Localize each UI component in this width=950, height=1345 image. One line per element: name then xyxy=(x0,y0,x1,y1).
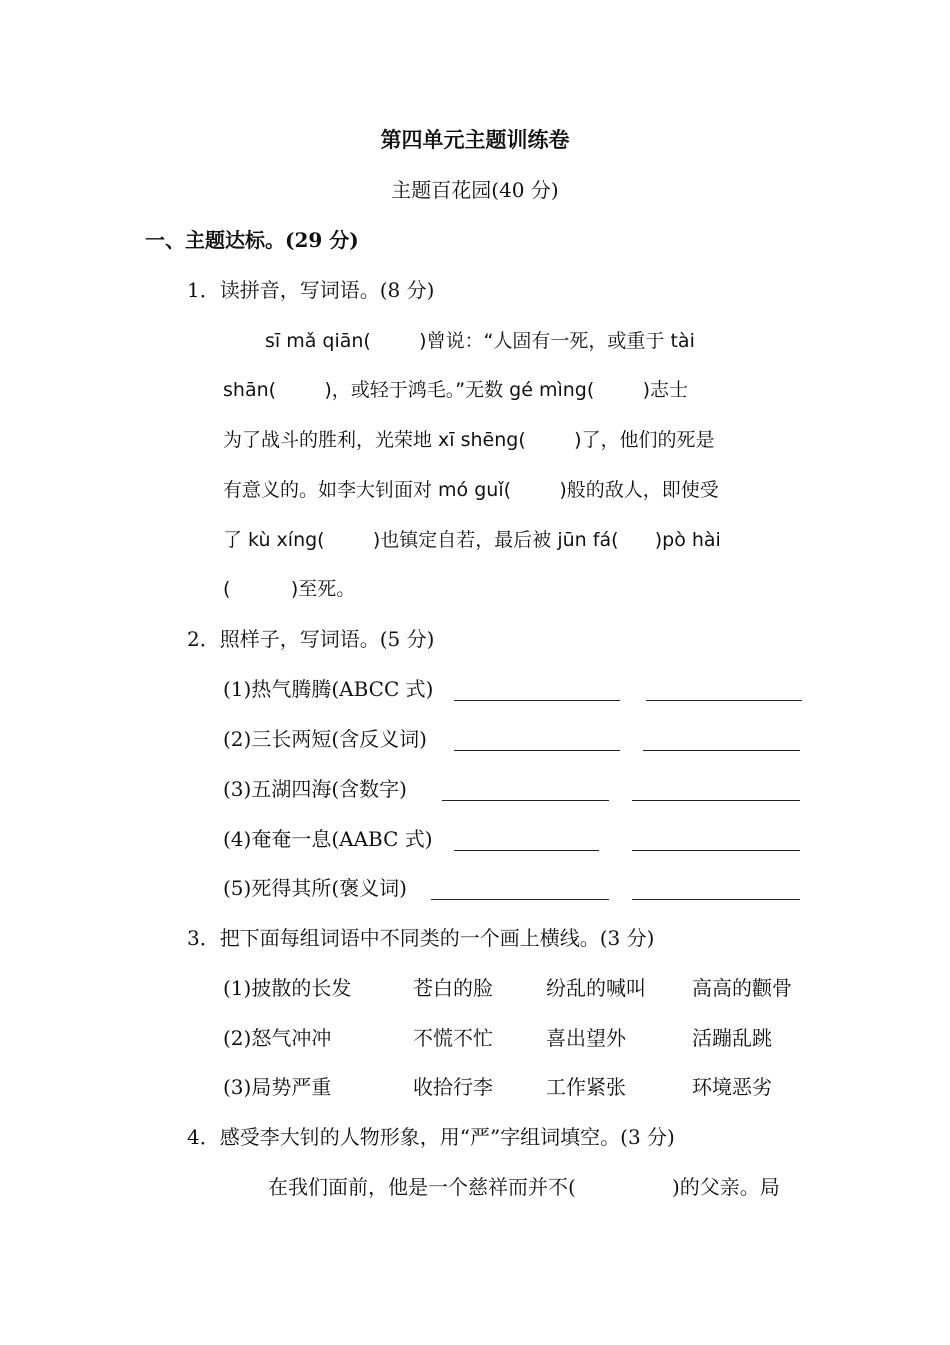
q2-item-5: (5)死得其所(褒义词) xyxy=(223,876,407,900)
q3-row-3-word-4[interactable]: 环境恶劣 xyxy=(692,1075,772,1099)
q1-line-1-b[interactable]: )曾说：“人固有一死，或重于 tài xyxy=(370,330,695,352)
q2-item-3: (3)五湖四海(含数字) xyxy=(223,777,407,801)
q2-item-5-answer-b[interactable] xyxy=(632,879,800,900)
q3-row-1-word-2[interactable]: 苍白的脸 xyxy=(413,976,493,1000)
q3-row-1-word-3[interactable]: 纷乱的喊叫 xyxy=(546,976,646,1000)
q2-item-2-answer-b[interactable] xyxy=(643,730,800,751)
q2-item-3-answer-b[interactable] xyxy=(632,780,800,801)
q3-row-1-word-1[interactable]: (1)披散的长发 xyxy=(223,976,352,1000)
q2-item-1-answer-b[interactable] xyxy=(646,680,802,701)
q3-row-2-word-1[interactable]: (2)怒气冲冲 xyxy=(223,1026,332,1050)
q4-answer-blank[interactable] xyxy=(612,1174,668,1200)
question-2-label: 2．照样子，写词语。(5 分) xyxy=(187,627,435,651)
question-1-label: 1．读拼音，写词语。(8 分) xyxy=(187,278,435,302)
q1-line-4-b[interactable]: )般的敌人，即使受 xyxy=(511,479,719,501)
q2-item-2-answer-a[interactable] xyxy=(454,730,620,751)
q3-row-2-word-3[interactable]: 喜出望外 xyxy=(546,1026,626,1050)
q2-item-4-answer-a[interactable] xyxy=(454,830,599,851)
q1-line-2-a: shān( xyxy=(223,379,277,401)
q1-line-5-b[interactable]: )也镇定自若，最后被 jūn fá( xyxy=(324,529,619,551)
q1-line-4-a: 有意义的。如李大钊面对 mó guǐ( xyxy=(223,479,512,501)
q2-item-4: (4)奄奄一息(AABC 式) xyxy=(223,827,433,851)
q4-text-a: 在我们面前，他是一个慈祥而并不( xyxy=(268,1175,576,1199)
q1-line-6-a: ( xyxy=(223,578,231,600)
q1-line-1-a: sī mǎ qiān( xyxy=(265,330,371,352)
q3-row-3-word-1[interactable]: (3)局势严重 xyxy=(223,1075,332,1099)
section-heading: 一、主题达标。(29 分) xyxy=(145,228,359,252)
q1-line-4 xyxy=(223,477,719,503)
q2-item-4-answer-b[interactable] xyxy=(632,830,800,851)
q1-line-5 xyxy=(223,527,721,553)
q2-item-1-answer-a[interactable] xyxy=(454,680,620,701)
q1-line-3 xyxy=(223,427,714,453)
q3-row-2-word-2[interactable]: 不慌不忙 xyxy=(413,1026,493,1050)
q1-line-6 xyxy=(223,576,355,602)
q1-line-2-c[interactable]: )志士 xyxy=(594,379,688,401)
question-4-label: 4．感受李大钊的人物形象，用“严”字组词填空。(3 分) xyxy=(187,1125,675,1149)
q1-line-6-b[interactable]: )至死。 xyxy=(230,578,356,600)
q1-line-3-b[interactable]: )了，他们的死是 xyxy=(525,429,715,451)
q1-line-5-a: 了 kù xíng( xyxy=(223,529,325,551)
q1-line-2 xyxy=(223,377,688,403)
page-title: 第四单元主题训练卷 xyxy=(380,127,570,152)
q2-item-2: (2)三长两短(含反义词) xyxy=(223,727,427,751)
q1-line-1 xyxy=(265,328,695,354)
q3-row-3-word-2[interactable]: 收拾行李 xyxy=(413,1075,493,1099)
q2-item-5-answer-a[interactable] xyxy=(431,879,609,900)
q1-line-3-a: 为了战斗的胜利，光荣地 xī shēng( xyxy=(223,429,526,451)
q1-line-2-b[interactable]: )，或轻于鸿毛。”无数 gé mìng( xyxy=(276,379,595,401)
q2-item-1: (1)热气腾腾(ABCC 式) xyxy=(223,677,434,701)
question-3-label: 3．把下面每组词语中不同类的一个画上横线。(3 分) xyxy=(187,926,655,950)
q3-row-3-word-3[interactable]: 工作紧张 xyxy=(546,1075,626,1099)
q2-item-3-answer-a[interactable] xyxy=(442,780,609,801)
q1-line-5-c[interactable]: )pò hài xyxy=(618,529,721,551)
q3-row-1-word-4[interactable]: 高高的颧骨 xyxy=(692,976,792,1000)
q4-text-b: )的父亲。局 xyxy=(672,1175,780,1199)
q3-row-2-word-4[interactable]: 活蹦乱跳 xyxy=(692,1026,772,1050)
page-subtitle: 主题百花园(40 分) xyxy=(391,178,559,202)
